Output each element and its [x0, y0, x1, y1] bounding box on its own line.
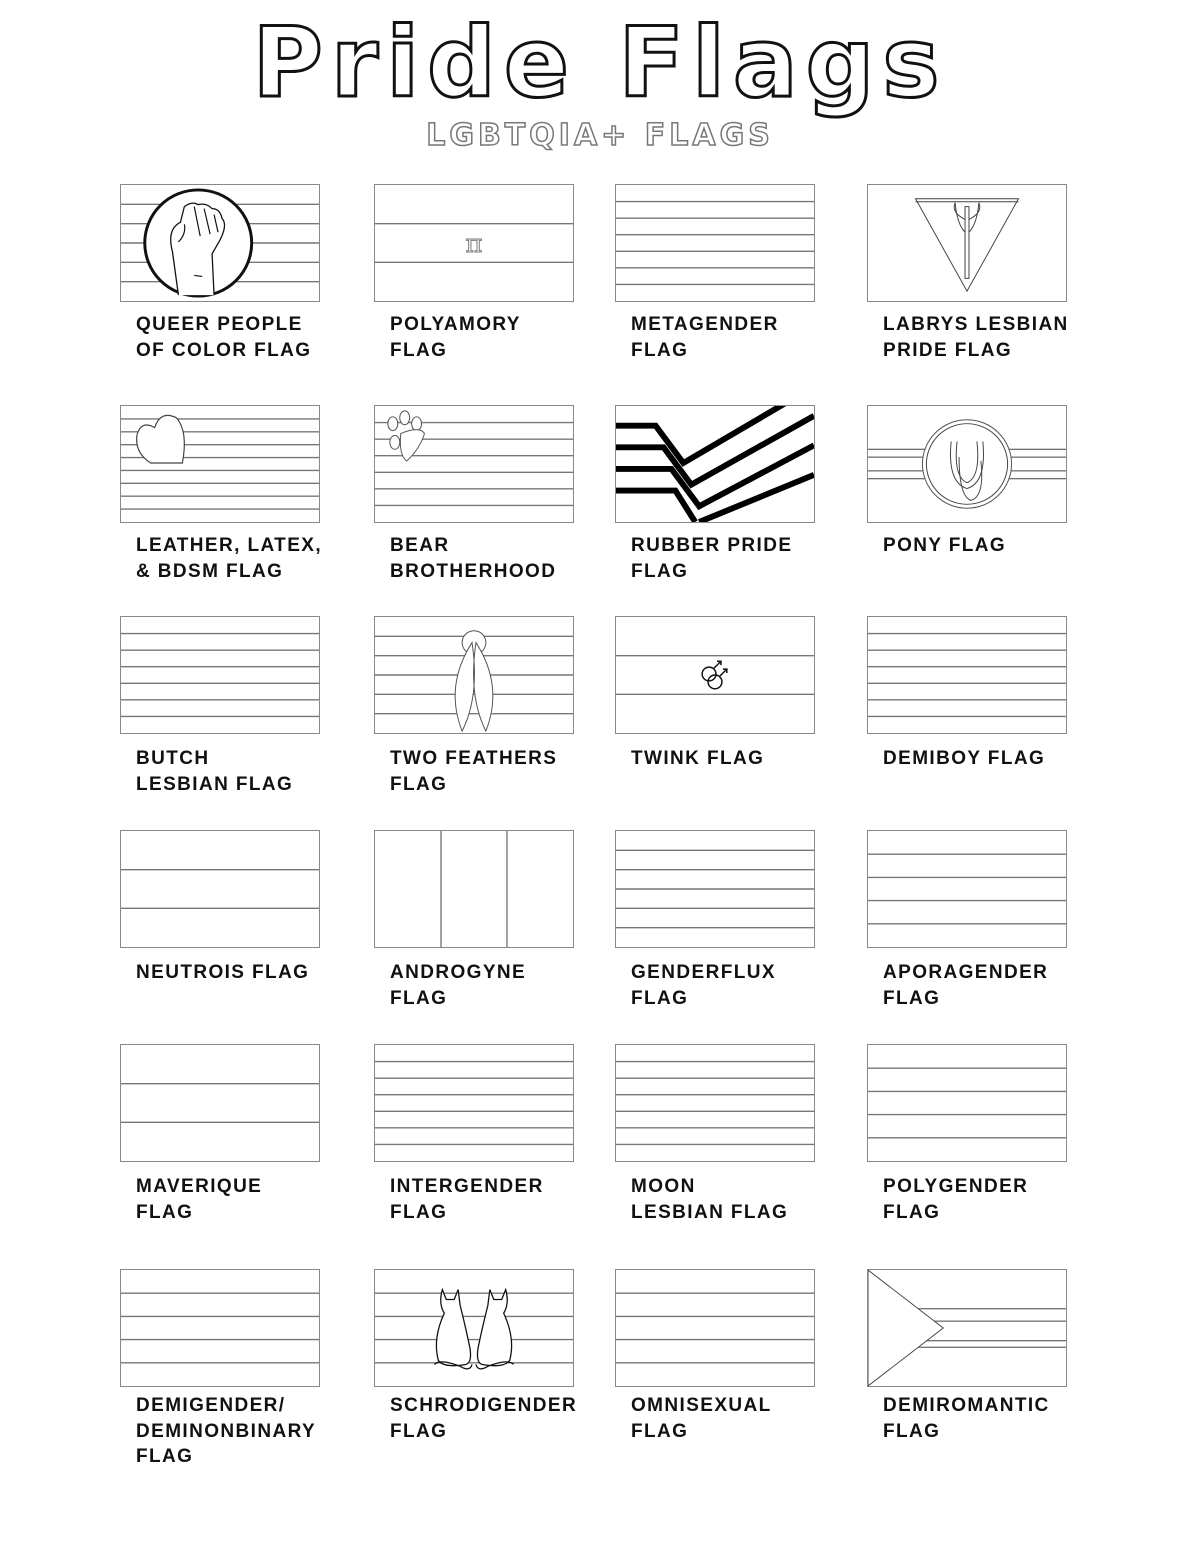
labrys-triangle-icon: [916, 199, 1019, 291]
page-title: Pride Flags: [252, 7, 948, 119]
flag-outline[interactable]: [867, 616, 1067, 734]
flag-drawing: [375, 617, 573, 733]
pi-icon: [466, 229, 483, 259]
flag-label: DEMIGENDER/ DEMINONBINARY FLAG: [136, 1395, 317, 1467]
flag-label: POLYAMORY FLAG: [390, 314, 521, 361]
svg-text:π: π: [465, 228, 483, 259]
flag-drawing: [616, 1270, 814, 1386]
flag-outline[interactable]: [615, 184, 815, 302]
chevron-triangle-icon: [868, 1270, 1066, 1386]
flag-label: GENDERFLUX FLAG: [631, 962, 776, 1009]
flag-drawing: [121, 185, 319, 301]
male-male-symbol-icon: [702, 661, 727, 689]
flag-outline[interactable]: [615, 830, 815, 948]
flag-drawing: [616, 617, 814, 733]
flag-label: TWO FEATHERS FLAG: [390, 748, 558, 795]
flag-drawing: [375, 185, 573, 301]
flag-label: INTERGENDER FLAG: [390, 1176, 544, 1223]
flag-outline[interactable]: [120, 1044, 320, 1162]
flag-outline[interactable]: [374, 830, 574, 948]
flag-drawing: [868, 185, 1066, 301]
flag-outline[interactable]: [615, 1269, 815, 1387]
flag-drawing: [868, 831, 1066, 947]
flag-label: PONY FLAG: [883, 535, 1007, 556]
flag-label: POLYGENDER FLAG: [883, 1176, 1029, 1223]
flag-outline[interactable]: [374, 616, 574, 734]
heart-icon: [137, 415, 185, 463]
flag-drawing: [375, 1045, 573, 1161]
horseshoes-icon: [868, 420, 1066, 508]
flag-drawing: [121, 1270, 319, 1386]
flag-label: TWINK FLAG: [631, 748, 765, 769]
flag-label: QUEER PEOPLE OF COLOR FLAG: [136, 314, 312, 361]
flag-label: APORAGENDER FLAG: [883, 962, 1049, 1009]
flag-label: BUTCH LESBIAN FLAG: [136, 748, 294, 795]
flag-drawing: [868, 1270, 1066, 1386]
flag-outline[interactable]: [867, 1044, 1067, 1162]
flag-outline[interactable]: [120, 405, 320, 523]
flag-label: LEATHER, LATEX, & BDSM FLAG: [136, 535, 323, 582]
paw-icon: [388, 411, 425, 461]
flag-outline[interactable]: [374, 184, 574, 302]
flag-outline[interactable]: [615, 1044, 815, 1162]
flag-label: METAGENDER FLAG: [631, 314, 779, 361]
flag-drawing: [868, 617, 1066, 733]
flag-drawing: [121, 617, 319, 733]
flag-label: BEAR BROTHERHOOD: [390, 535, 557, 582]
flag-outline[interactable]: [867, 405, 1067, 523]
flag-outline[interactable]: [120, 184, 320, 302]
flag-label: MAVERIQUE FLAG: [136, 1176, 263, 1223]
flag-drawing: [868, 1045, 1066, 1161]
flag-outline[interactable]: [867, 1269, 1067, 1387]
flag-label: OMNISEXUAL FLAG: [631, 1395, 772, 1442]
flag-outline[interactable]: [374, 1269, 574, 1387]
flag-drawing: [375, 406, 573, 522]
flag-outline[interactable]: [615, 616, 815, 734]
flag-drawing: [868, 406, 1066, 522]
flag-outline[interactable]: [120, 830, 320, 948]
flag-outline[interactable]: [615, 405, 815, 523]
flag-label: RUBBER PRIDE FLAG: [631, 535, 793, 582]
flag-drawing: [616, 185, 814, 301]
flag-label: LABRYS LESBIAN PRIDE FLAG: [883, 314, 1069, 361]
page-subtitle: LGBTQIA+ FLAGS: [426, 118, 774, 153]
flag-outline[interactable]: [374, 1044, 574, 1162]
raised-fist-icon: [145, 190, 252, 296]
flag-drawing: [121, 1045, 319, 1161]
flag-drawing: [121, 831, 319, 947]
flag-label: NEUTROIS FLAG: [136, 962, 310, 983]
flag-drawing: [375, 1270, 573, 1386]
flag-outline[interactable]: [867, 184, 1067, 302]
flag-drawing: [616, 1045, 814, 1161]
flag-drawing: [616, 406, 814, 522]
flag-label: ANDROGYNE FLAG: [390, 962, 527, 1009]
flag-outline[interactable]: [120, 1269, 320, 1387]
cats-icon: [434, 1290, 513, 1369]
flag-drawing: [375, 831, 573, 947]
flag-label: DEMIROMANTIC FLAG: [883, 1395, 1050, 1442]
rubber-chevrons-icon: [616, 406, 814, 522]
flag-outline[interactable]: [867, 830, 1067, 948]
flag-label: DEMIBOY FLAG: [883, 748, 1046, 769]
flag-drawing: [121, 406, 319, 522]
flag-outline[interactable]: [120, 616, 320, 734]
flag-label: MOON LESBIAN FLAG: [631, 1176, 789, 1223]
flag-label: SCHRODIGENDER FLAG: [390, 1395, 578, 1442]
flag-outline[interactable]: [374, 405, 574, 523]
feathers-icon: [455, 631, 493, 731]
flag-drawing: [616, 831, 814, 947]
